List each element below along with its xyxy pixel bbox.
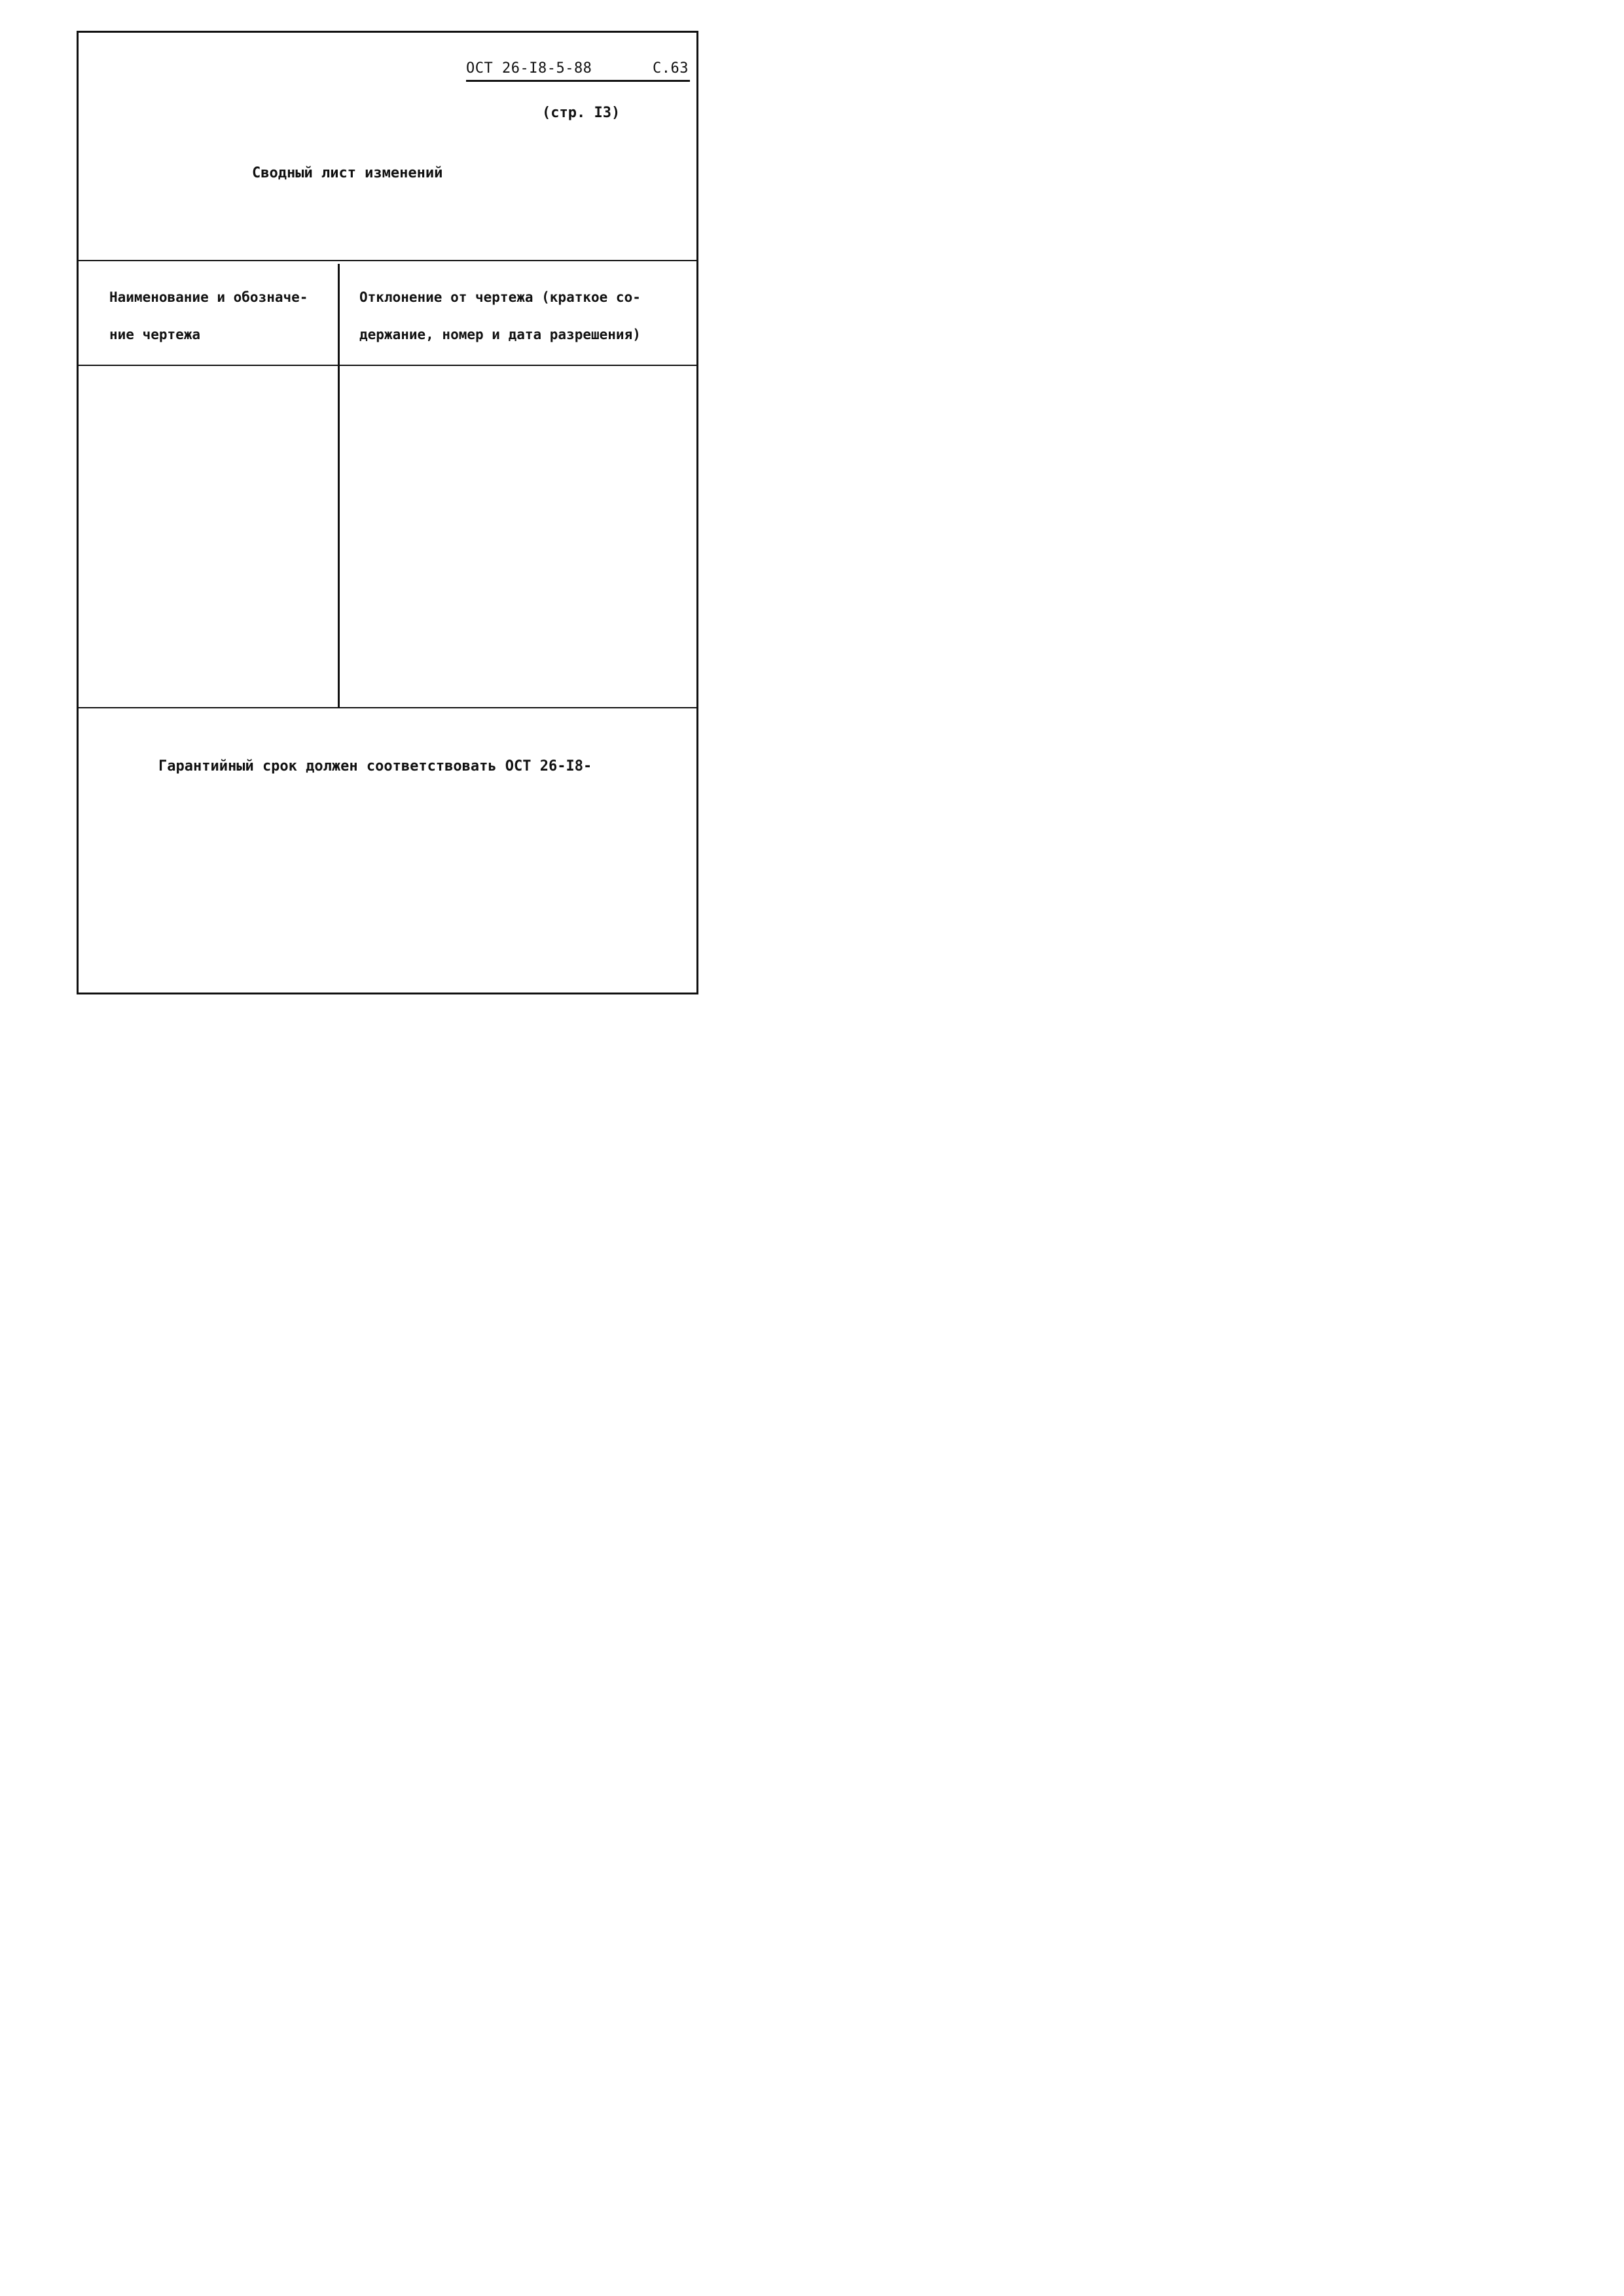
column-header-deviation xyxy=(359,279,641,354)
column-header-line: держание, номер и дата разрешения) xyxy=(359,327,641,342)
table-top-border xyxy=(79,260,698,261)
table-body-empty xyxy=(79,366,698,707)
page-title: Сводный лист изменений xyxy=(252,165,443,181)
table-bottom-border xyxy=(79,707,698,708)
document-sheet xyxy=(77,31,698,994)
header-underline xyxy=(466,80,690,82)
page-reference: (стр. I3) xyxy=(542,105,621,121)
column-header-line: ние чертежа xyxy=(109,327,201,342)
warranty-statement: Гарантийный срок должен соответствовать ОСТ 26-I8- xyxy=(158,758,592,774)
column-header-line: Наименование и обозначе- xyxy=(109,289,308,305)
page-number: С.63 xyxy=(653,60,689,77)
column-header-line: Отклонение от чертежа (краткое со- xyxy=(359,289,641,305)
column-header-drawing-name xyxy=(109,279,308,354)
document-code: ОСТ 26-I8-5-88 xyxy=(466,60,592,77)
